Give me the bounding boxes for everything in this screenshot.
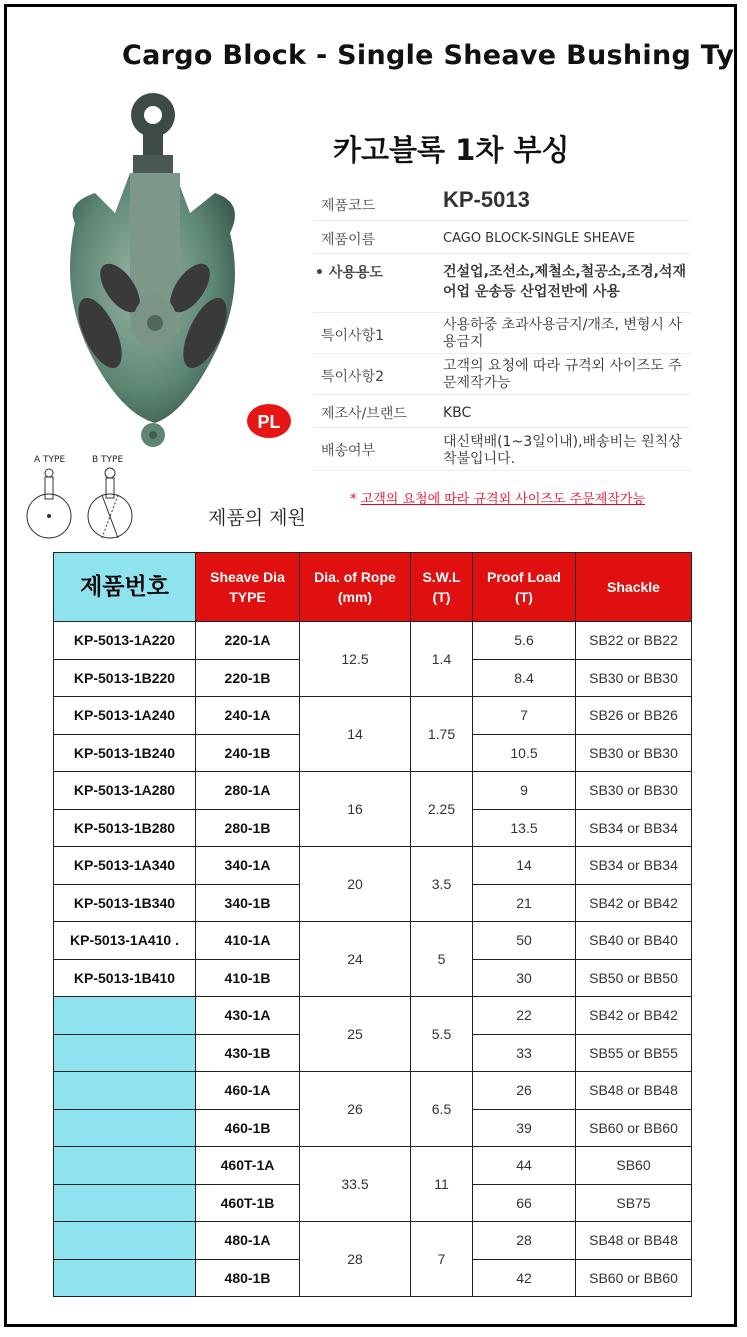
maker-label: 제조사/브랜드 (321, 406, 407, 422)
code-value: KP-5013 (443, 187, 530, 212)
proof-load-cell: 66 (473, 1184, 576, 1222)
shackle-cell: SB34 or BB34 (576, 847, 692, 885)
swl-cell: 2.25 (411, 772, 473, 847)
product-number-cell (54, 1147, 196, 1185)
header-product-number: 제품번호 (54, 553, 196, 622)
proof-load-cell: 44 (473, 1147, 576, 1185)
product-number-cell (54, 1109, 196, 1147)
sheave-type-cell: 340-1A (196, 847, 300, 885)
product-number-cell: KP-5013-1A240 (54, 697, 196, 735)
proof-load-cell: 7 (473, 697, 576, 735)
table-row (54, 697, 692, 735)
name-label: 제품이름 (321, 232, 376, 248)
table-row (54, 772, 692, 810)
product-number-cell (54, 1184, 196, 1222)
shackle-cell: SB30 or BB30 (576, 659, 692, 697)
sheave-type-cell: 410-1B (196, 959, 300, 997)
info-row-name (313, 221, 691, 254)
proof-load-cell: 14 (473, 847, 576, 885)
shackle-cell: SB42 or BB42 (576, 997, 692, 1035)
shackle-cell: SB60 or BB60 (576, 1109, 692, 1147)
swl-cell: 11 (411, 1147, 473, 1222)
shackle-cell: SB40 or BB40 (576, 922, 692, 960)
product-number-cell (54, 1034, 196, 1072)
product-number-cell: KP-5013-1B240 (54, 734, 196, 772)
maker-value: KBC (443, 405, 472, 421)
sheave-type-cell: 220-1A (196, 622, 300, 660)
header-shackle: Shackle (576, 553, 692, 622)
proof-load-cell: 42 (473, 1259, 576, 1297)
info-row-maker (313, 395, 691, 428)
table-row (54, 622, 692, 660)
table-row (54, 1072, 692, 1110)
header-swl: S.W.L (T) (411, 553, 473, 622)
spec-header-row (54, 553, 692, 622)
shackle-cell: SB42 or BB42 (576, 884, 692, 922)
sheave-type-cell: 460T-1A (196, 1147, 300, 1185)
header-rope-dia: Dia. of Rope (mm) (300, 553, 411, 622)
note1-value: 사용하중 초과사용금지/개조, 변형시 사용금지 (443, 317, 682, 350)
swl-cell: 5 (411, 922, 473, 997)
product-number-cell: KP-5013-1B410 (54, 959, 196, 997)
name-value: CAGO BLOCK-SINGLE SHEAVE (443, 231, 635, 246)
shackle-cell: SB48 or BB48 (576, 1072, 692, 1110)
shackle-cell: SB22 or BB22 (576, 622, 692, 660)
table-row (54, 922, 692, 960)
sheave-type-cell: 410-1A (196, 922, 300, 960)
info-row-ship (313, 428, 691, 471)
proof-load-cell: 5.6 (473, 622, 576, 660)
cargo-block-image (55, 93, 250, 453)
sheave-type-cell: 240-1A (196, 697, 300, 735)
proof-load-cell: 9 (473, 772, 576, 810)
sheave-type-cell: 430-1B (196, 1034, 300, 1072)
proof-load-cell: 30 (473, 959, 576, 997)
proof-load-cell: 22 (473, 997, 576, 1035)
product-number-cell (54, 1259, 196, 1297)
product-number-cell (54, 1072, 196, 1110)
a-type-label: A TYPE (34, 455, 66, 465)
product-number-cell: KP-5013-1A340 (54, 847, 196, 885)
header-sheave-dia: Sheave Dia TYPE (196, 553, 300, 622)
rope-dia-cell: 24 (300, 922, 411, 997)
shackle-cell: SB26 or BB26 (576, 697, 692, 735)
info-row-note2 (313, 354, 691, 395)
shackle-cell: SB75 (576, 1184, 692, 1222)
product-subtitle: 카고블록 1차 부싱 (333, 133, 570, 167)
rope-dia-cell: 26 (300, 1072, 411, 1147)
rope-dia-cell: 33.5 (300, 1147, 411, 1222)
code-label: 제품코드 (321, 198, 376, 214)
sheave-type-cell: 280-1B (196, 809, 300, 847)
shackle-cell: SB34 or BB34 (576, 809, 692, 847)
use-value: 건설업,조선소,제철소,철공소,조경,석재어업 운송등 산업전반에 사용 (443, 264, 686, 300)
info-row-note1 (313, 313, 691, 354)
proof-load-cell: 21 (473, 884, 576, 922)
ship-label: 배송여부 (321, 443, 376, 459)
header-proof-load: Proof Load (T) (473, 553, 576, 622)
swl-cell: 1.4 (411, 622, 473, 697)
shackle-cell: SB60 (576, 1147, 692, 1185)
shackle-cell: SB50 or BB50 (576, 959, 692, 997)
proof-load-cell: 33 (473, 1034, 576, 1072)
product-number-cell (54, 997, 196, 1035)
proof-load-cell: 39 (473, 1109, 576, 1147)
proof-load-cell: 8.4 (473, 659, 576, 697)
ship-value: 대신택배(1~3일이내),배송비는 원칙상 착불입니다. (443, 434, 682, 467)
sheave-type-cell: 240-1B (196, 734, 300, 772)
info-row-code (313, 185, 691, 221)
shackle-cell: SB30 or BB30 (576, 734, 692, 772)
b-type-label: B TYPE (92, 455, 124, 465)
sheave-type-cell: 480-1B (196, 1259, 300, 1297)
shackle-cell: SB60 or BB60 (576, 1259, 692, 1297)
sheave-type-cell: 480-1A (196, 1222, 300, 1260)
specs-title: 제품의 제원 (208, 507, 306, 529)
use-label: • 사용용도 (315, 265, 383, 281)
rope-dia-cell: 20 (300, 847, 411, 922)
sheave-type-cell: 430-1A (196, 997, 300, 1035)
rope-dia-cell: 28 (300, 1222, 411, 1297)
info-row-use (313, 254, 691, 313)
swl-cell: 5.5 (411, 997, 473, 1072)
product-number-cell: KP-5013-1B340 (54, 884, 196, 922)
sheave-type-cell: 460T-1B (196, 1184, 300, 1222)
swl-cell: 3.5 (411, 847, 473, 922)
sheave-type-cell: 280-1A (196, 772, 300, 810)
shackle-cell: SB30 or BB30 (576, 772, 692, 810)
proof-load-cell: 13.5 (473, 809, 576, 847)
page-title: Cargo Block - Single Sheave Bushing Ty (122, 40, 735, 71)
note1-label: 특이사항1 (321, 328, 385, 344)
swl-cell: 6.5 (411, 1072, 473, 1147)
proof-load-cell: 50 (473, 922, 576, 960)
table-row (54, 997, 692, 1035)
rope-dia-cell: 25 (300, 997, 411, 1072)
rope-dia-cell: 16 (300, 772, 411, 847)
type-diagram (22, 450, 142, 545)
product-number-cell: KP-5013-1B220 (54, 659, 196, 697)
table-row (54, 847, 692, 885)
sheave-type-cell: 340-1B (196, 884, 300, 922)
table-row (54, 1147, 692, 1185)
spec-table (53, 552, 692, 1297)
sheave-type-cell: 220-1B (196, 659, 300, 697)
proof-load-cell: 10.5 (473, 734, 576, 772)
product-number-cell: KP-5013-1A280 (54, 772, 196, 810)
sheave-type-cell: 460-1A (196, 1072, 300, 1110)
sheave-type-cell: 460-1B (196, 1109, 300, 1147)
pl-logo (246, 403, 292, 439)
table-row (54, 1222, 692, 1260)
product-number-cell: KP-5013-1A410 . (54, 922, 196, 960)
custom-order-notice: * 고객의 요청에 따라 규격외 사이즈도 주문제작가능 (350, 492, 646, 507)
swl-cell: 7 (411, 1222, 473, 1297)
note2-label: 특이사항2 (321, 369, 385, 385)
rope-dia-cell: 12.5 (300, 622, 411, 697)
product-info (313, 185, 691, 471)
note2-value: 고객의 요청에 따라 규격외 사이즈도 주문제작가능 (443, 358, 682, 391)
product-number-cell (54, 1222, 196, 1260)
swl-cell: 1.75 (411, 697, 473, 772)
shackle-cell: SB55 or BB55 (576, 1034, 692, 1072)
proof-load-cell: 26 (473, 1072, 576, 1110)
proof-load-cell: 28 (473, 1222, 576, 1260)
svg-text:PL: PL (257, 412, 281, 432)
rope-dia-cell: 14 (300, 697, 411, 772)
product-number-cell: KP-5013-1B280 (54, 809, 196, 847)
product-number-cell: KP-5013-1A220 (54, 622, 196, 660)
shackle-cell: SB48 or BB48 (576, 1222, 692, 1260)
